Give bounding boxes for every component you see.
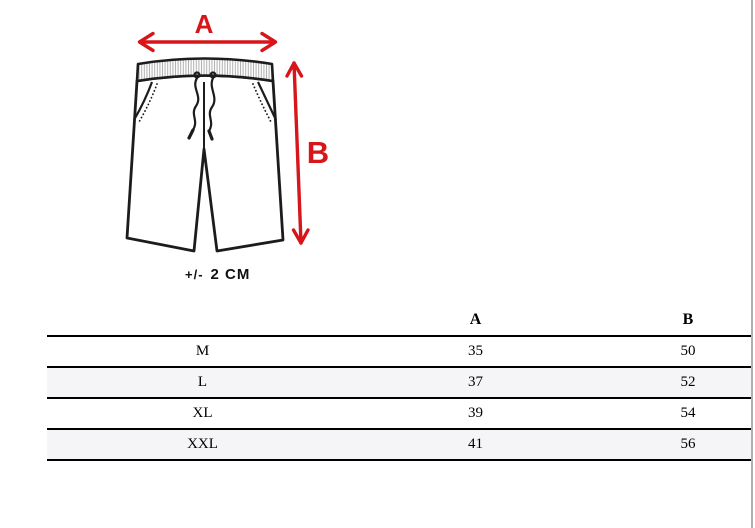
size-label: XL: [47, 398, 358, 429]
table-row-xl: [47, 398, 753, 429]
table-row-m: [47, 336, 753, 367]
size-label: L: [47, 367, 358, 398]
column-header-b: B: [593, 305, 753, 336]
value-b: 56: [593, 429, 753, 460]
size-label: M: [47, 336, 358, 367]
tolerance-value: 2 CM: [210, 266, 251, 283]
table-row-l: [47, 367, 753, 398]
value-a: 35: [358, 336, 593, 367]
table-header-row: [47, 305, 753, 336]
dimension-b-label: B: [306, 135, 330, 170]
dimension-a-label: A: [194, 9, 214, 39]
shorts-measurement-diagram: [0, 0, 360, 300]
size-table: [47, 305, 753, 461]
value-a: 37: [358, 367, 593, 398]
value-a: 39: [358, 398, 593, 429]
dimension-b-arrow: [287, 63, 308, 243]
value-b: 50: [593, 336, 753, 367]
value-a: 41: [358, 429, 593, 460]
tolerance-prefix: +/-: [185, 267, 204, 282]
table-row-xxl: [47, 429, 753, 460]
tolerance-note: [185, 266, 250, 283]
size-table-wrapper: [47, 305, 753, 466]
size-label: XXL: [47, 429, 358, 460]
value-b: 52: [593, 367, 753, 398]
column-header-a: A: [358, 305, 593, 336]
column-header-size: [47, 305, 358, 336]
page-edge-divider: [751, 0, 753, 528]
value-b: 54: [593, 398, 753, 429]
